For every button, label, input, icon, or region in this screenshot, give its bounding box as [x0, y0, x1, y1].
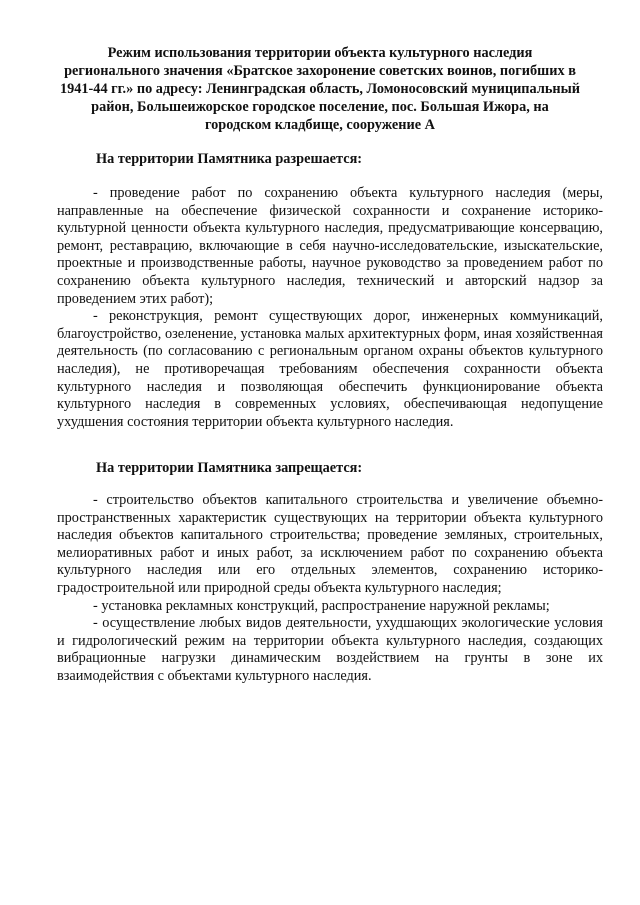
forbidden-item: - строительство объектов капитального строительства и увеличение объемно-пространственных характеристик существующих на территории объекта культурного наследия объектов капитального строительства; проведение земляных, строительных, мелиоративных работ и иных работ, за исключением работ по сохранению объекта культурного наследия или его отдельных элементов, сохранению историко-градостроительной или природной среды объекта культурного наследия; — [57, 492, 603, 596]
forbidden-section — [57, 492, 603, 686]
allowed-item: - проведение работ по сохранению объекта культурного наследия (меры, направленные на обеспечение физической сохранности и сохранение историко-культурной ценности объекта культурного наследия, предусматривающие консервацию, ремонт, реставрацию, включающие в себя научно-исследовательские, изыскательские, проектные и производственные работы, научное руководство за проведением работ по сохранению объекта культурного наследия, технический и авторский надзор за проведением этих работ); — [57, 185, 603, 307]
allowed-heading: На территории Памятника разрешается: — [96, 151, 363, 167]
forbidden-item: - установка рекламных конструкций, распространение наружной рекламы; — [93, 597, 550, 614]
forbidden-heading: На территории Памятника запрещается: — [96, 460, 363, 476]
allowed-section — [57, 185, 603, 431]
document-title: Режим использования территории объекта культурного наследия регионального значения «Братское захоронение советских воинов, погибших в 1941-44 гг.» по адресу: Ленинградская область, Ломоносовский муниципальный район, Большеижорское городское поселение, пос. Большая Ижора, на городском кладбище, сооружение А — [59, 45, 581, 133]
forbidden-item: - осуществление любых видов деятельности, ухудшающих экологические условия и гидрологический режим на территории объекта культурного наследия, создающих вибрационные нагрузки динамическим воздействием на грунты в зоне их взаимодействия с объектами культурного наследия. — [57, 615, 603, 684]
allowed-item: - реконструкция, ремонт существующих дорог, инженерных коммуникаций, благоустройство, озеленение, установка малых архитектурных форм, иная хозяйственная деятельность (по согласованию с региональным органом охраны объектов культурного наследия), не противоречащая требованиям обеспечения сохранности объекта культурного наследия и позволяющая обеспечить функционирование объекта культурного наследия в современных условиях, обеспечивающая недопущение ухудшения состояния территории объекта культурного наследия. — [57, 308, 603, 430]
